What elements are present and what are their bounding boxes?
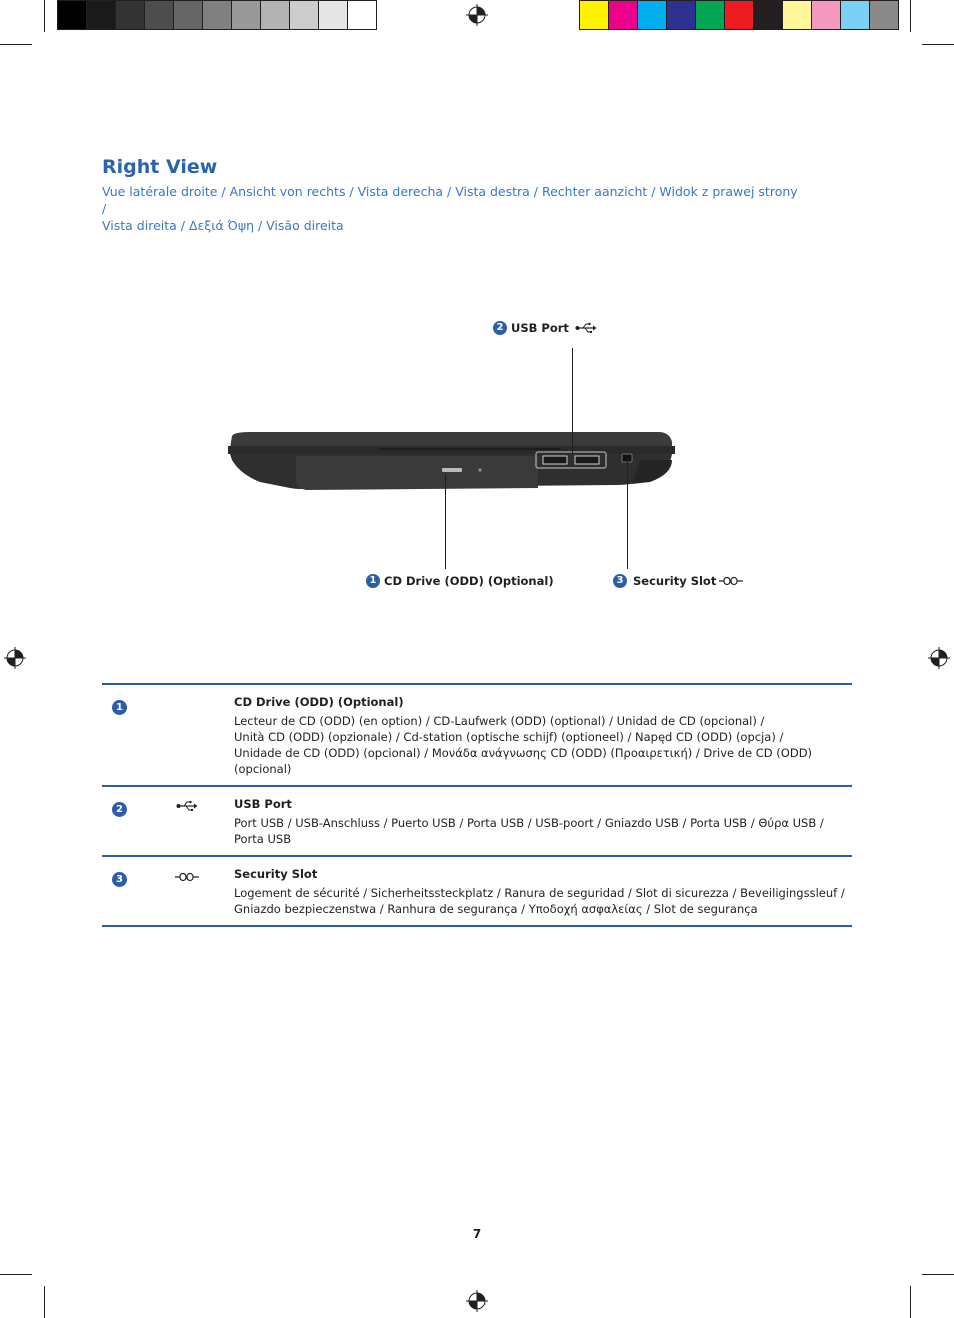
- color-swatch: [87, 0, 116, 30]
- callout-number-badge: 3: [613, 574, 627, 588]
- grayscale-color-bar: [57, 0, 377, 30]
- description-line: Unidade de CD (ODD) (opcional) / Μονάδα ανάγνωσης CD (ODD) (Προαιρετική) / Drive de CD (ODD) (opcional): [234, 746, 813, 776]
- crop-mark: [910, 0, 911, 32]
- callout-number-badge: 2: [493, 321, 507, 335]
- security-slot-icon: [719, 576, 743, 586]
- color-swatch: [783, 0, 812, 30]
- description-line: Unità CD (ODD) (opzionale) / Cd-station (optische schijf) (optioneel) / Napęd CD (ODD) (opcja) /: [234, 730, 784, 744]
- crop-mark: [44, 1286, 45, 1318]
- registration-mark-icon: [4, 647, 26, 669]
- process-color-bar: [579, 0, 899, 30]
- color-swatch: [667, 0, 696, 30]
- registration-mark-icon: [466, 1290, 488, 1312]
- item-description: [234, 815, 852, 847]
- laptop-right-side-illustration: [220, 430, 690, 500]
- callout-usb-port: [493, 321, 597, 335]
- callout-label: USB Port: [511, 321, 569, 335]
- registration-mark-icon: [928, 647, 950, 669]
- item-title: Security Slot: [234, 867, 318, 881]
- color-swatch: [348, 0, 377, 30]
- description-line: Port USB / USB-Anschluss / Puerto USB / Porta USB / USB-poort / Gniazdo USB / Porta USB / Θύρα USB /: [234, 816, 824, 830]
- color-swatch: [696, 0, 725, 30]
- callout-security-slot: [613, 574, 743, 588]
- color-swatch: [319, 0, 348, 30]
- component-table: [102, 683, 852, 927]
- color-swatch: [812, 0, 841, 30]
- crop-mark: [0, 1274, 32, 1275]
- security-slot-icon: [175, 872, 199, 882]
- crop-mark: [922, 1274, 954, 1275]
- color-swatch: [261, 0, 290, 30]
- callout-cd-drive: [366, 574, 554, 588]
- description-line: Logement de sécurité / Sicherheitssteckplatz / Ranura de seguridad / Slot di sicurezza / Beveiligingssleuf /: [234, 886, 845, 900]
- item-description: [234, 885, 852, 917]
- usb-icon: [575, 322, 597, 334]
- item-number-badge: 2: [112, 802, 127, 817]
- subtitle-line: Vue latérale droite / Ansicht von rechts / Vista derecha / Vista destra / Rechter aanzicht / Widok z prawej strony /: [102, 184, 798, 216]
- leader-line: [627, 458, 628, 569]
- table-row: [102, 684, 852, 786]
- color-swatch: [754, 0, 783, 30]
- color-swatch: [870, 0, 899, 30]
- color-swatch: [841, 0, 870, 30]
- item-title: CD Drive (ODD) (Optional): [234, 695, 404, 709]
- leader-line: [445, 474, 446, 569]
- table-row: [102, 856, 852, 926]
- callout-label: CD Drive (ODD) (Optional): [384, 574, 554, 588]
- callout-number-badge: 1: [366, 574, 380, 588]
- crop-mark: [44, 0, 45, 32]
- table-row: [102, 786, 852, 856]
- item-title: USB Port: [234, 797, 292, 811]
- crop-mark: [910, 1286, 911, 1318]
- registration-mark-icon: [466, 4, 488, 26]
- color-swatch: [638, 0, 667, 30]
- crop-mark: [0, 44, 32, 45]
- item-number-badge: 1: [112, 700, 127, 715]
- color-swatch: [725, 0, 754, 30]
- color-swatch: [203, 0, 232, 30]
- subtitle-line: Vista direita / Δεξιά Όψη / Visão direita: [102, 218, 344, 233]
- callout-label: Security Slot: [633, 574, 717, 588]
- color-swatch: [145, 0, 174, 30]
- description-line: Porta USB: [234, 832, 292, 846]
- description-line: Lecteur de CD (ODD) (en option) / CD-Laufwerk (ODD) (optional) / Unidad de CD (opcional) /: [234, 714, 765, 728]
- color-swatch: [116, 0, 145, 30]
- color-swatch: [57, 0, 87, 30]
- leader-line: [572, 348, 573, 454]
- crop-mark: [922, 44, 954, 45]
- color-swatch: [232, 0, 261, 30]
- color-swatch: [290, 0, 319, 30]
- page-subtitle: [102, 183, 802, 234]
- item-number-badge: 3: [112, 872, 127, 887]
- color-swatch: [174, 0, 203, 30]
- page-number: 7: [472, 1227, 482, 1241]
- description-line: Gniazdo bezpieczenstwa / Ranhura de segurança / Υποδοχή ασφαλείας / Slot de segurança: [234, 902, 758, 916]
- item-description: [234, 713, 852, 777]
- page-title: Right View: [102, 156, 218, 178]
- color-swatch: [609, 0, 638, 30]
- color-swatch: [579, 0, 609, 30]
- usb-icon: [176, 800, 198, 812]
